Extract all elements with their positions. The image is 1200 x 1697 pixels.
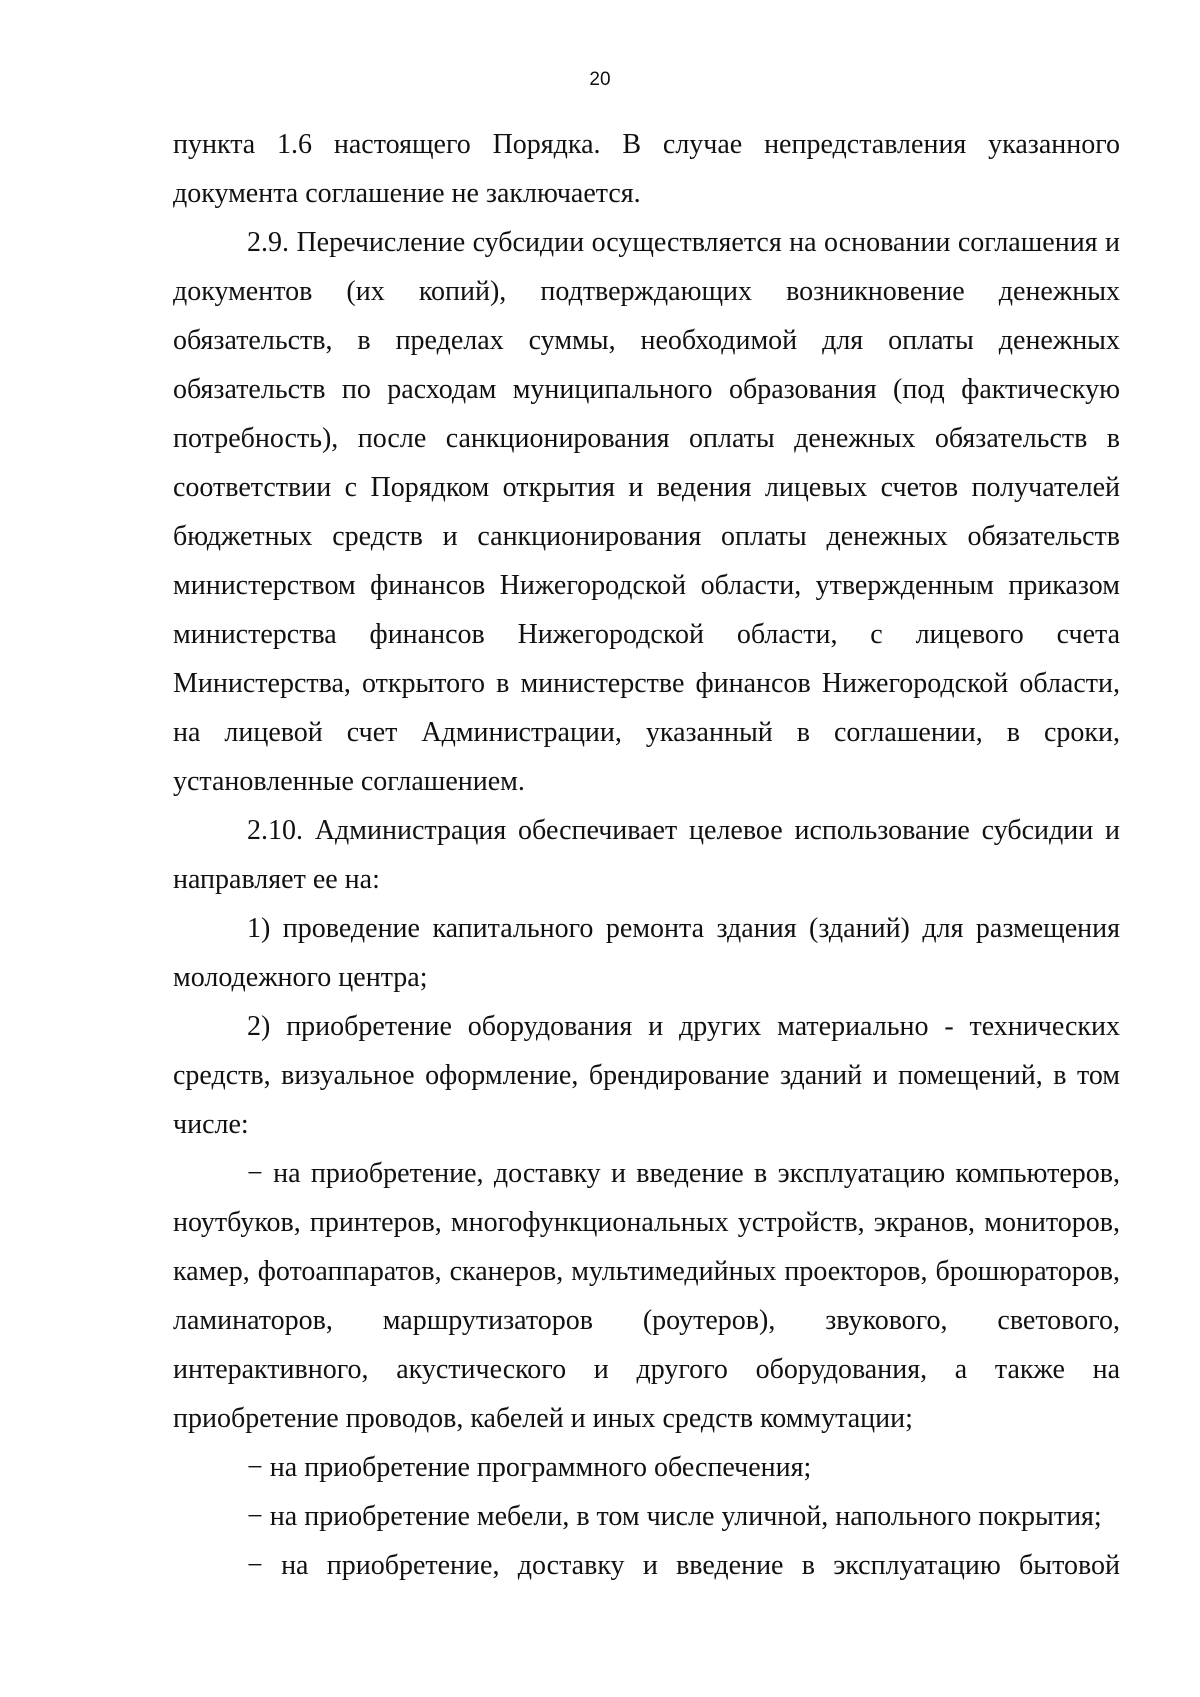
bullet-furniture: − на приобретение мебели, в том числе уличной, напольного покрытия; [247, 1501, 1102, 1532]
paragraph-2-9: 2.9. Перечисление субсидии осуществляется на основании соглашения и документов (их копий), подтверждающих возникновение денежных обязательств, в пределах суммы, необходимой для оплаты денежных обязательств по расходам муниципального образования (под фактическую потребность), после санкционирования оплаты денежных обязательств в соответствии с Порядком открытия и ведения лицевых счетов получателей бюджетных средств и санкционирования оплаты денежных обязательств министерством финансов Нижегородской области, утвержденным приказом министерства финансов Нижегородской области, с лицевого счета Министерства, открытого в министерстве финансов Нижегородской области, на лицевой счет Администрации, указанный в соглашении, в сроки, установленные соглашением. [173, 227, 1120, 797]
page-number: 20 [589, 69, 611, 90]
bullet-software: − на приобретение программного обеспечения; [247, 1452, 812, 1483]
list-item-2: 2) приобретение оборудования и других материально - технических средств, визуальное оформление, брендирование зданий и помещений, в том числе: [173, 1011, 1120, 1140]
bullet-appliances: − на приобретение, доставку и введение в эксплуатацию бытовой [247, 1550, 1120, 1581]
document-body [173, 120, 1120, 1590]
paragraph-continuation: пункта 1.6 настоящего Порядка. В случае непредставления указанного документа соглашение не заключается. [173, 129, 1120, 209]
paragraph-2-10: 2.10. Администрация обеспечивает целевое использование субсидии и направляет ее на: [173, 815, 1120, 895]
list-item-1: 1) проведение капитального ремонта здания (зданий) для размещения молодежного центра; [173, 913, 1120, 993]
bullet-equipment: − на приобретение, доставку и введение в эксплуатацию компьютеров, ноутбуков, принтеров, многофункциональных устройств, экранов, мониторов, камер, фотоаппаратов, сканеров, мультимедийных проекторов, брошюраторов, ламинаторов, маршрутизаторов (роутеров), звукового, светового, интерактивного, акустического и другого оборудования, а также на приобретение проводов, кабелей и иных средств коммутации; [173, 1158, 1120, 1434]
